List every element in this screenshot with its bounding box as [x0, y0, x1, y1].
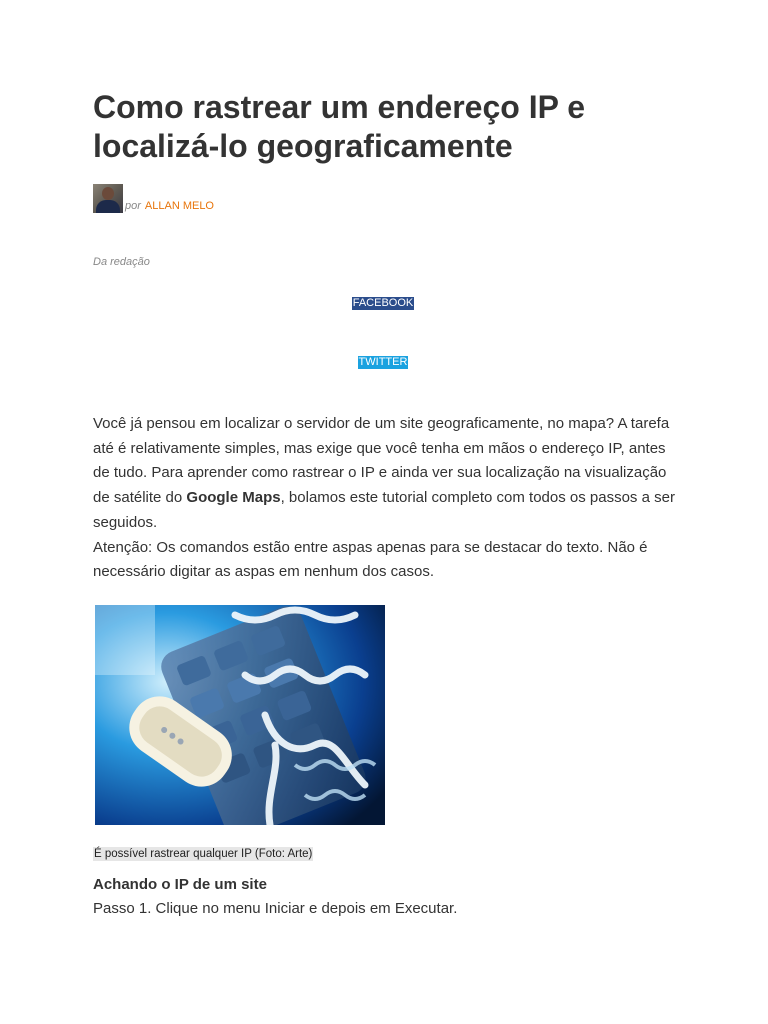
- byline-prefix: por: [125, 200, 141, 212]
- author-link[interactable]: ALLAN MELO: [144, 200, 214, 212]
- article-body: [93, 412, 683, 585]
- article-source: Da redação: [93, 256, 150, 268]
- byline: [93, 183, 214, 213]
- google-maps-emphasis: Google Maps: [186, 489, 281, 507]
- intro-text-1: Você já pensou em localizar o servidor de um site geograficamente, no mapa? A tarefa até é relativamente simples, mas exige que você tenha em mãos o endereço IP, antes de tudo. Para aprender como rastrear o IP e ainda ver sua localização na visualização de satélite do: [93, 415, 670, 507]
- share-twitter-button[interactable]: TWITTER: [358, 356, 408, 368]
- attention-note: Atenção: Os comandos estão entre aspas apenas para se destacar do texto. Não é necessário digitar as aspas em nenhum dos casos.: [93, 538, 648, 581]
- intro-text-2: , bolamos este tutorial completo com todos os passos a ser seguidos.: [93, 489, 675, 531]
- step-1-text: Passo 1. Clique no menu Iniciar e depois em Executar.: [93, 900, 458, 917]
- article-image: [95, 605, 385, 825]
- article-title: Como rastrear um endereço IP e localizá-lo geograficamente: [93, 89, 586, 164]
- telephone-cords-image: [95, 605, 385, 825]
- share-facebook-row: [93, 297, 673, 310]
- share-twitter-row: [93, 356, 673, 369]
- image-caption: É possível rastrear qualquer IP (Foto: Arte): [94, 848, 313, 860]
- share-facebook-button[interactable]: FACEBOOK: [352, 297, 414, 309]
- author-avatar[interactable]: [93, 184, 123, 213]
- section-heading: Achando o IP de um site: [93, 876, 267, 893]
